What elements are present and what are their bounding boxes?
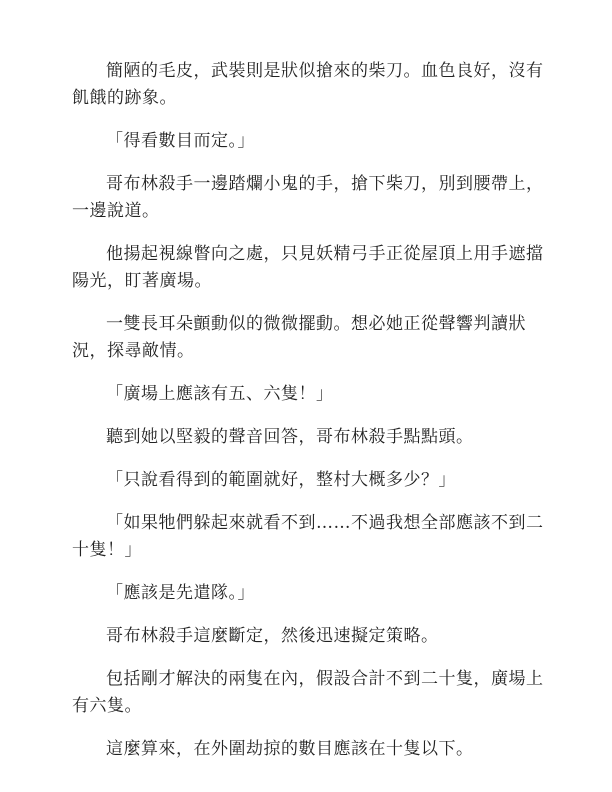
- paragraph: 這麼算來，在外圍劫掠的數目應該在十隻以下。: [106, 739, 474, 759]
- paragraph: 他揚起視線瞥向之處，只見妖精弓手正從屋頂上用手遮擋陽光，盯著廣場。: [72, 244, 544, 291]
- paragraph: 「應該是先遣隊。」: [106, 583, 255, 603]
- paragraph: 「廣場上應該有五、六隻！」: [106, 384, 334, 404]
- paragraph: 聽到她以堅毅的聲音回答，哥布林殺手點點頭。: [106, 427, 474, 447]
- paragraph: 「只說看得到的範圍就好，整村大概多少？」: [106, 470, 456, 490]
- paragraph: 簡陋的毛皮，武裝則是狀似搶來的柴刀。血色良好，沒有飢餓的跡象。: [72, 61, 544, 108]
- paragraph: 哥布林殺手一邊踏爛小鬼的手，搶下柴刀，別到腰帶上，一邊說道。: [72, 174, 544, 221]
- paragraph: 「得看數目而定。」: [106, 131, 255, 151]
- body-text: [72, 58, 546, 779]
- paragraph: 一雙長耳朵顫動似的微微擺動。想必她正從聲響判讀狀況，探尋敵情。: [72, 314, 526, 361]
- paragraph: 包括剛才解決的兩隻在內，假設合計不到二十隻，廣場上有六隻。: [72, 669, 544, 716]
- paragraph: 「如果牠們躲起來就看不到……不過我想全部應該不到二十隻！」: [72, 513, 544, 560]
- paragraph: 哥布林殺手這麼斷定，然後迅速擬定策略。: [106, 626, 439, 646]
